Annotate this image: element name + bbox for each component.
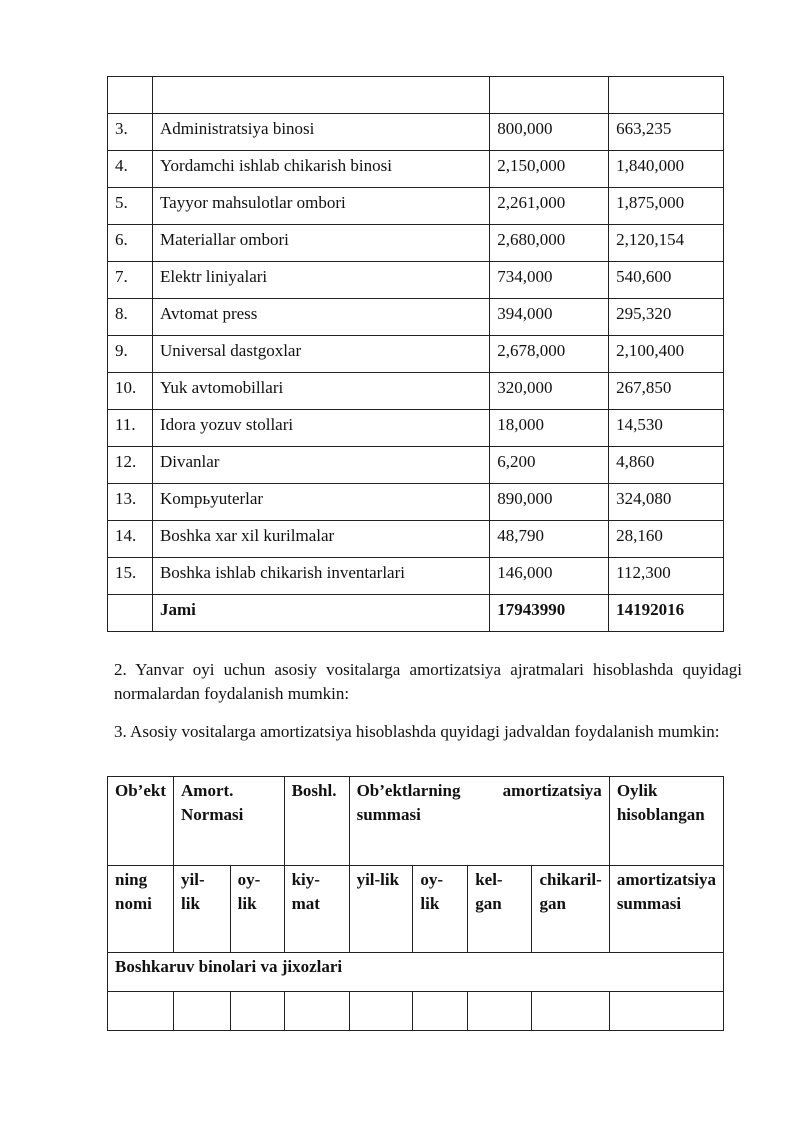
table-row [108, 521, 724, 558]
asset-name: Administratsiya binosi [152, 114, 489, 151]
empty-cell [413, 992, 468, 1031]
asset-name: Yordamchi ishlab chikarish binosi [152, 151, 489, 188]
residual-value: 2,100,400 [609, 336, 724, 373]
empty-cell [230, 992, 284, 1031]
sub-received: kel-gan [468, 866, 532, 953]
empty-cell [532, 992, 609, 1031]
table-row [108, 262, 724, 299]
header-amort-norm: Amort. Normasi [174, 777, 285, 866]
header-objects-word2: amortizatsiya [502, 781, 602, 800]
row-number: 10. [108, 373, 153, 410]
asset-name: Idora yozuv stollari [152, 410, 489, 447]
initial-value [490, 77, 609, 114]
table-row [108, 114, 724, 151]
initial-value: 890,000 [490, 484, 609, 521]
residual-value: 1,840,000 [609, 151, 724, 188]
row-number: 8. [108, 299, 153, 336]
fixed-assets-table [107, 76, 724, 632]
residual-value: 295,320 [609, 299, 724, 336]
sub-disposed: chikaril-gan [532, 866, 609, 953]
empty-cell [468, 992, 532, 1031]
empty-cell [174, 992, 231, 1031]
row-number: 15. [108, 558, 153, 595]
sub-yearly: yil-lik [174, 866, 231, 953]
asset-name: Boshka ishlab chikarish inventarlari [152, 558, 489, 595]
asset-name: Kompьyuterlar [152, 484, 489, 521]
residual-value: 28,160 [609, 521, 724, 558]
total-initial-value: 17943990 [490, 595, 609, 632]
row-number: 7. [108, 262, 153, 299]
residual-value: 2,120,154 [609, 225, 724, 262]
table-row [108, 225, 724, 262]
header-monthly-2: amortizatsiya summasi [609, 866, 723, 953]
initial-value: 2,150,000 [490, 151, 609, 188]
total-empty-cell [108, 595, 153, 632]
initial-value: 2,678,000 [490, 336, 609, 373]
header-objects-word3: summasi [356, 805, 421, 824]
amortization-table [107, 776, 724, 1031]
table-row [108, 558, 724, 595]
header-object-name: ning nomi [108, 866, 174, 953]
initial-value: 2,680,000 [490, 225, 609, 262]
empty-cell [284, 992, 349, 1031]
asset-name: Materiallar ombori [152, 225, 489, 262]
residual-value: 1,875,000 [609, 188, 724, 225]
row-number: 14. [108, 521, 153, 558]
asset-name: Avtomat press [152, 299, 489, 336]
row-number: 13. [108, 484, 153, 521]
row-number: 12. [108, 447, 153, 484]
initial-value: 48,790 [490, 521, 609, 558]
row-number: 11. [108, 410, 153, 447]
table-row [108, 447, 724, 484]
initial-value: 6,200 [490, 447, 609, 484]
asset-name [152, 77, 489, 114]
header-monthly: Oylik hisoblangan [609, 777, 723, 866]
row-number: 3. [108, 114, 153, 151]
table-row [108, 299, 724, 336]
residual-value: 112,300 [609, 558, 724, 595]
header-objects-amortization [349, 777, 609, 866]
table-row [108, 336, 724, 373]
empty-cell [108, 992, 174, 1031]
empty-cell [349, 992, 413, 1031]
table-row [108, 373, 724, 410]
row-number [108, 77, 153, 114]
section-title: Boshkaruv binolari va jixozlari [108, 953, 724, 992]
total-label: Jami [152, 595, 489, 632]
empty-cell [609, 992, 723, 1031]
initial-value: 18,000 [490, 410, 609, 447]
residual-value: 14,530 [609, 410, 724, 447]
residual-value: 4,860 [609, 447, 724, 484]
table-row [108, 484, 724, 521]
sub-yearly-2: yil-lik [349, 866, 413, 953]
row-number: 5. [108, 188, 153, 225]
table-row [108, 151, 724, 188]
total-residual-value: 14192016 [609, 595, 724, 632]
residual-value: 540,600 [609, 262, 724, 299]
header-objects-word1: Ob’ektlarning [356, 781, 461, 800]
row-number: 6. [108, 225, 153, 262]
residual-value: 663,235 [609, 114, 724, 151]
asset-name: Yuk avtomobillari [152, 373, 489, 410]
initial-value: 800,000 [490, 114, 609, 151]
table-row [108, 410, 724, 447]
residual-value: 267,850 [609, 373, 724, 410]
asset-name: Tayyor mahsulotlar ombori [152, 188, 489, 225]
initial-value: 146,000 [490, 558, 609, 595]
asset-name: Universal dastgoxlar [152, 336, 489, 373]
sub-monthly: oy-lik [230, 866, 284, 953]
asset-name: Divanlar [152, 447, 489, 484]
header-object: Ob’ekt [108, 777, 174, 866]
initial-value: 734,000 [490, 262, 609, 299]
residual-value [609, 77, 724, 114]
header-initial-value: Boshl. [284, 777, 349, 866]
paragraph-2: 2. Yanvar oyi uchun asosiy vositalarga amortizatsiya ajratmalari hisoblashda quyidagi normalardan foydalanish mumkin: [114, 660, 742, 703]
initial-value: 2,261,000 [490, 188, 609, 225]
row-number: 9. [108, 336, 153, 373]
table-row [108, 188, 724, 225]
initial-value: 320,000 [490, 373, 609, 410]
paragraph-3: 3. Asosiy vositalarga amortizatsiya hisoblashda quyidagi jadvaldan foydalanish mumkin: [114, 722, 720, 741]
table-row [108, 77, 724, 114]
total-row [108, 595, 724, 632]
residual-value: 324,080 [609, 484, 724, 521]
row-number: 4. [108, 151, 153, 188]
sub-monthly-2: oy-lik [413, 866, 468, 953]
header-initial-value-2: kiy-mat [284, 866, 349, 953]
asset-name: Boshka xar xil kurilmalar [152, 521, 489, 558]
initial-value: 394,000 [490, 299, 609, 336]
asset-name: Elektr liniyalari [152, 262, 489, 299]
